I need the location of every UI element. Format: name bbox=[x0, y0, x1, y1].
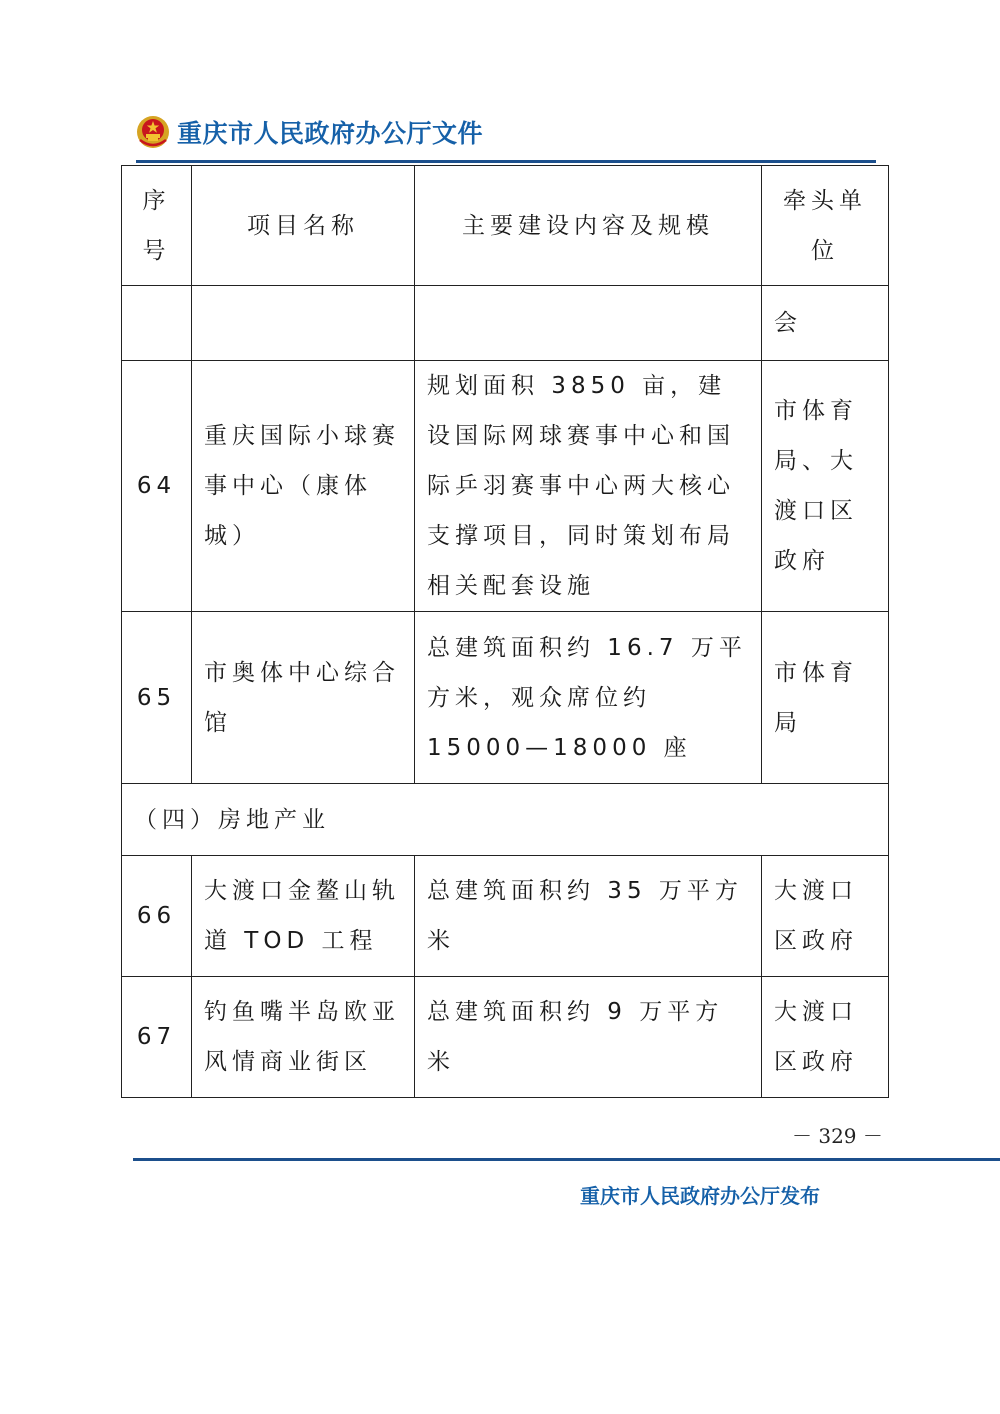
page-number: － 329 － bbox=[792, 1124, 883, 1148]
cell-no: 67 bbox=[122, 977, 192, 1098]
table-row bbox=[122, 856, 889, 977]
cell-content: 总建筑面积约 35 万平方米 bbox=[415, 856, 762, 977]
table-row bbox=[122, 612, 889, 784]
cell-no: 66 bbox=[122, 856, 192, 977]
document-header bbox=[135, 112, 483, 152]
table-row bbox=[122, 977, 889, 1098]
cell-name: 钓鱼嘴半岛欧亚风情商业街区 bbox=[192, 977, 415, 1098]
header-no: 序号 bbox=[122, 166, 192, 286]
table-row bbox=[122, 286, 889, 361]
header-name: 项目名称 bbox=[192, 166, 415, 286]
footer-publisher: 重庆市人民政府办公厅发布 bbox=[580, 1184, 820, 1208]
cell-unit: 大渡口区政府 bbox=[762, 856, 889, 977]
cell-content: 规划面积 3850 亩，建设国际网球赛事中心和国际乒羽赛事中心两大核心支撑项目，同时策划布局相关配套设施 bbox=[415, 361, 762, 612]
cell-unit: 市体育局 bbox=[762, 612, 889, 784]
cell-name bbox=[192, 286, 415, 361]
cell-unit: 会 bbox=[762, 286, 889, 361]
table-row bbox=[122, 361, 889, 612]
cell-name: 重庆国际小球赛事中心（康体城） bbox=[192, 361, 415, 612]
cell-no: 65 bbox=[122, 612, 192, 784]
cell-unit: 大渡口区政府 bbox=[762, 977, 889, 1098]
national-emblem-icon bbox=[135, 114, 171, 150]
cell-content bbox=[415, 286, 762, 361]
header-divider bbox=[136, 160, 876, 163]
cell-content: 总建筑面积约 16.7 万平方米，观众席位约 15000—18000 座 bbox=[415, 612, 762, 784]
document-title: 重庆市人民政府办公厅文件 bbox=[177, 119, 484, 148]
cell-no: 64 bbox=[122, 361, 192, 612]
header-content: 主要建设内容及规模 bbox=[415, 166, 762, 286]
table-header-row bbox=[122, 166, 889, 286]
cell-name: 大渡口金鳌山轨道 TOD 工程 bbox=[192, 856, 415, 977]
section-heading: （四）房地产业 bbox=[122, 784, 889, 856]
cell-unit: 市体育局、大渡口区政府 bbox=[762, 361, 889, 612]
section-row bbox=[122, 784, 889, 856]
project-table bbox=[121, 165, 889, 1098]
header-unit: 牵头单位 bbox=[762, 166, 889, 286]
cell-name: 市奥体中心综合馆 bbox=[192, 612, 415, 784]
cell-content: 总建筑面积约 9 万平方米 bbox=[415, 977, 762, 1098]
footer-divider bbox=[133, 1158, 1000, 1161]
cell-no bbox=[122, 286, 192, 361]
